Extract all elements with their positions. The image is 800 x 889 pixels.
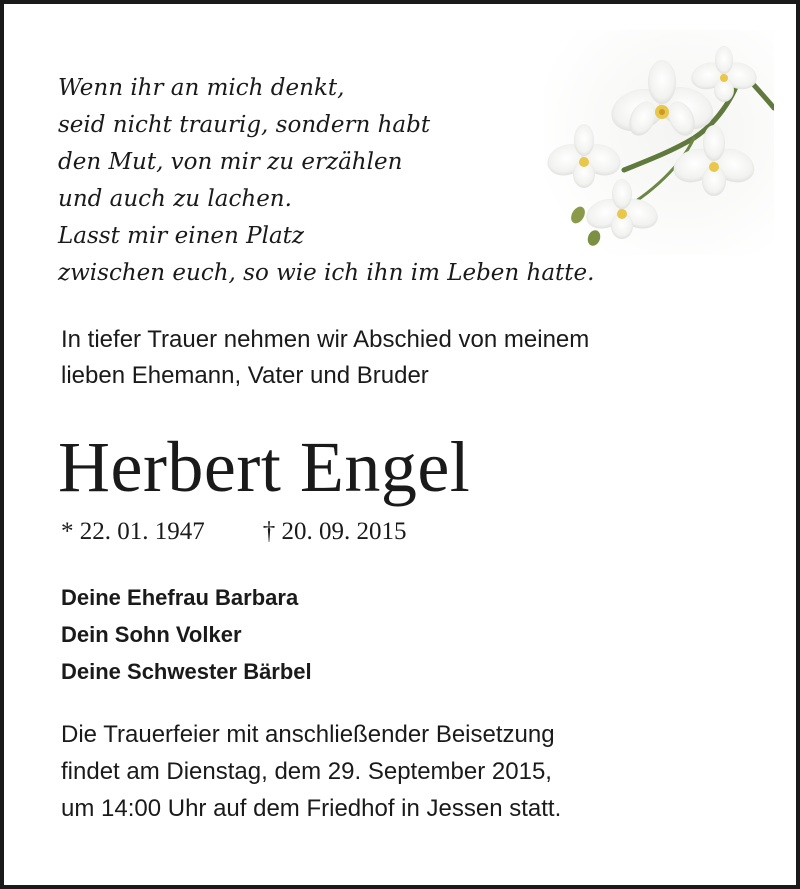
poem-line: den Mut, von mir zu erzählen [58,149,403,175]
funeral-service-info [61,716,561,827]
poem [58,70,594,292]
poem-line: Wenn ihr an mich denkt, [58,75,345,101]
family-list [61,579,312,690]
deceased-name: Herbert Engel [58,427,471,507]
intro-text [61,322,589,394]
birth-date: * 22. 01. 1947 [61,518,205,545]
family-member: Deine Ehefrau Barbara [61,585,299,610]
service-line: findet am Dienstag, dem 29. September 2015, [61,758,552,785]
family-member: Dein Sohn Volker [61,622,242,647]
white-orchid-icon [544,30,774,255]
poem-line: und auch zu lachen. [58,186,292,212]
poem-line: zwischen euch, so wie ich ihn im Leben hatte. [58,260,595,286]
intro-line: In tiefer Trauer nehmen wir Abschied von meinem [61,326,590,353]
poem-line: seid nicht traurig, sondern habt [58,112,431,138]
poem-line: Lasst mir einen Platz [58,223,305,249]
death-date: † 20. 09. 2015 [262,518,407,545]
service-line: Die Trauerfeier mit anschließender Beisetzung [61,721,555,748]
life-dates [61,516,407,548]
family-member: Deine Schwester Bärbel [61,659,312,684]
intro-line: lieben Ehemann, Vater und Bruder [61,362,429,389]
service-line: um 14:00 Uhr auf dem Friedhof in Jessen statt. [61,795,562,822]
